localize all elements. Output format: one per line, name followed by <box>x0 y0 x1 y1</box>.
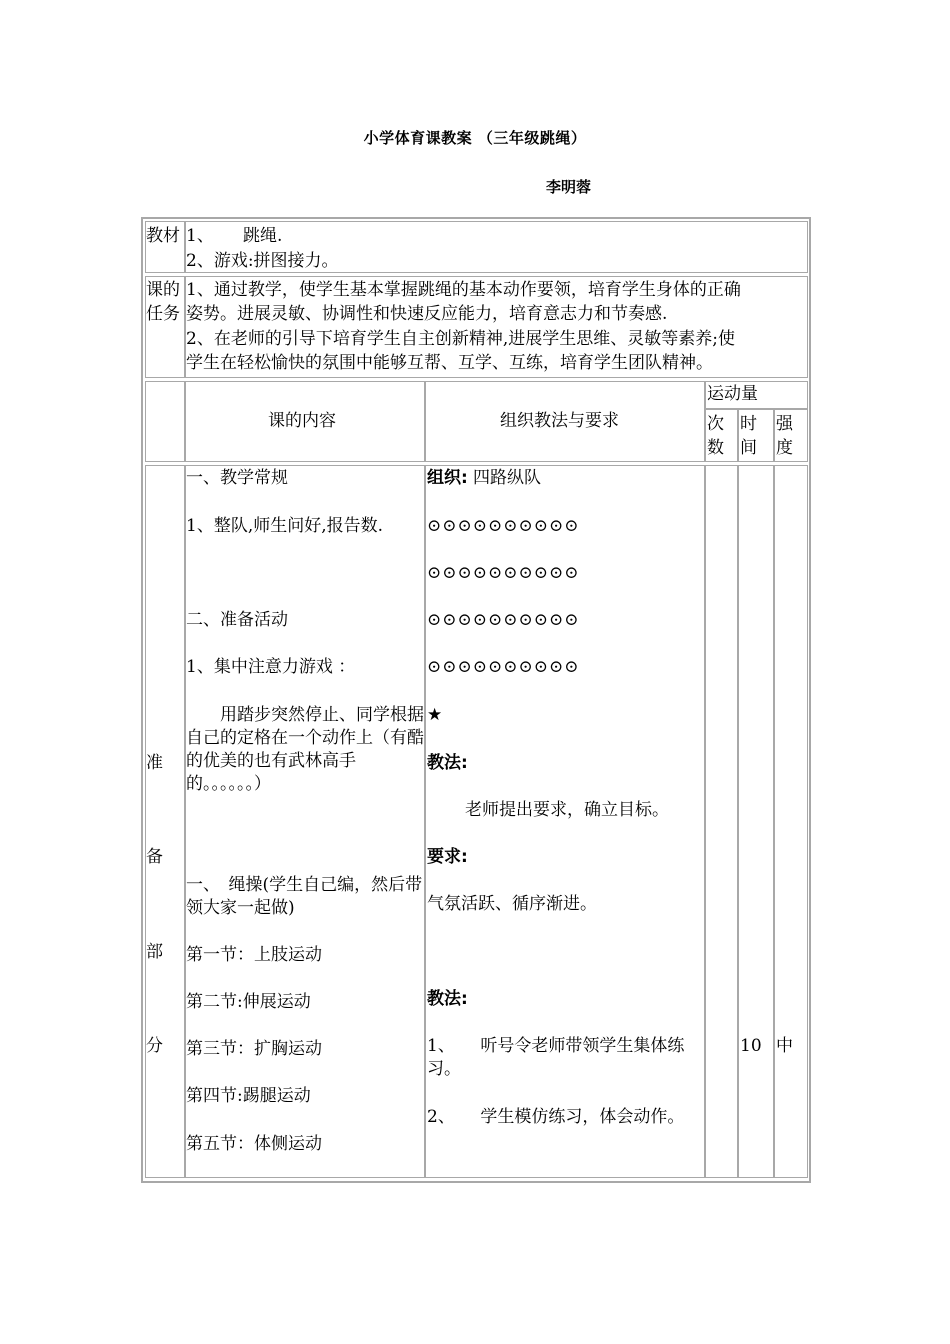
method-org-label: 组织: <box>427 468 468 488</box>
tasks-line-2: 姿势。进展灵敏、协调性和快速反应能力，培育意志力和节奏感. <box>186 304 668 324</box>
content-section-4: 第四节:踢腿运动 <box>186 1086 311 1106</box>
section-label-cell <box>145 465 185 1178</box>
teacher-star-icon: ★ <box>427 705 443 725</box>
formation-row-3: ⊙⊙⊙⊙⊙⊙⊙⊙⊙⊙ <box>427 610 580 630</box>
materials-item2: 2、游戏:拼图接力。 <box>186 251 339 271</box>
header-blank-cell <box>145 381 185 462</box>
method-teach-text: 老师提出要求，确立目标。 <box>465 800 669 820</box>
intensity-cell <box>774 465 808 1178</box>
content-cell <box>185 465 425 1178</box>
header-count-1: 次 <box>707 414 724 434</box>
header-count-2: 数 <box>707 438 724 458</box>
content-routine: 一、教学常规 <box>186 468 288 488</box>
author-name: 李明蓉 <box>546 178 592 196</box>
section-char-2: 备 <box>146 847 163 867</box>
content-rope-exercise: 一、 绳操(学生自己编，然后带领大家一起做) <box>186 875 423 918</box>
formation-row-4: ⊙⊙⊙⊙⊙⊙⊙⊙⊙⊙ <box>427 657 580 677</box>
header-intensity-1: 强 <box>776 414 793 434</box>
time-cell <box>738 465 774 1178</box>
content-section-5: 第五节：体侧运动 <box>186 1134 322 1154</box>
method-step-1: 1、 听号令老师带领学生集体练习。 <box>427 1036 685 1079</box>
content-game: 1、集中注意力游戏 ： <box>186 657 356 677</box>
header-time-1: 时 <box>740 414 757 434</box>
formation-row-2: ⊙⊙⊙⊙⊙⊙⊙⊙⊙⊙ <box>427 563 580 583</box>
count-cell <box>705 465 738 1178</box>
section-char-4: 分 <box>146 1036 163 1056</box>
page-title: 小学体育课教案 （三年级跳绳） <box>363 129 587 147</box>
materials-label: 教材 <box>146 226 180 246</box>
section-char-1: 准 <box>146 753 163 773</box>
method-step-2: 2、 学生模仿练习，体会动作。 <box>427 1107 685 1127</box>
method-teach-label: 教法: <box>427 753 468 773</box>
section-char-3: 部 <box>146 942 163 962</box>
tasks-line-3: 2、在老师的引导下培育学生自主创新精神,进展学生思维、灵敏等素养;使 <box>186 329 735 349</box>
tasks-label-line1: 课的 <box>146 280 180 300</box>
materials-item1-num: 1、 <box>186 226 214 246</box>
tasks-label-line2: 任务 <box>146 304 180 324</box>
method-org-text: 四路纵队 <box>473 468 541 488</box>
tasks-line-4: 学生在轻松愉快的氛围中能够互帮、互学、互练，培育学生团队精神。 <box>186 353 713 373</box>
method-teach2-label: 教法: <box>427 989 468 1009</box>
header-time-2: 间 <box>740 438 757 458</box>
method-req-text: 气氛活跃、循序渐进。 <box>427 894 597 914</box>
tasks-line-1: 1、通过教学，使学生基本掌握跳绳的基本动作要领，培育学生身体的正确 <box>186 280 741 300</box>
load-time-value: 10 <box>740 1036 762 1056</box>
formation-row-1: ⊙⊙⊙⊙⊙⊙⊙⊙⊙⊙ <box>427 516 580 536</box>
content-game-desc: 用踏步突然停止、同学根据自己的定格在一个动作上（有酷的优美的也有武林高手的。。。。。。） <box>186 705 424 794</box>
content-section-3: 第三节：扩胸运动 <box>186 1039 322 1059</box>
content-section-1: 第一节：上肢运动 <box>186 945 322 965</box>
header-content: 课的内容 <box>268 411 336 431</box>
header-method: 组织教法与要求 <box>500 411 619 431</box>
content-section-2: 第二节:伸展运动 <box>186 992 311 1012</box>
header-intensity-2: 度 <box>776 438 793 458</box>
content-lineup: 1、整队,师生问好,报告数. <box>186 516 384 536</box>
load-intensity-value: 中 <box>776 1036 793 1056</box>
header-load: 运动量 <box>707 384 758 404</box>
method-req-label: 要求: <box>427 847 468 867</box>
materials-item1-text: 跳绳. <box>243 226 283 246</box>
content-warmup: 二、准备活动 <box>186 610 288 630</box>
